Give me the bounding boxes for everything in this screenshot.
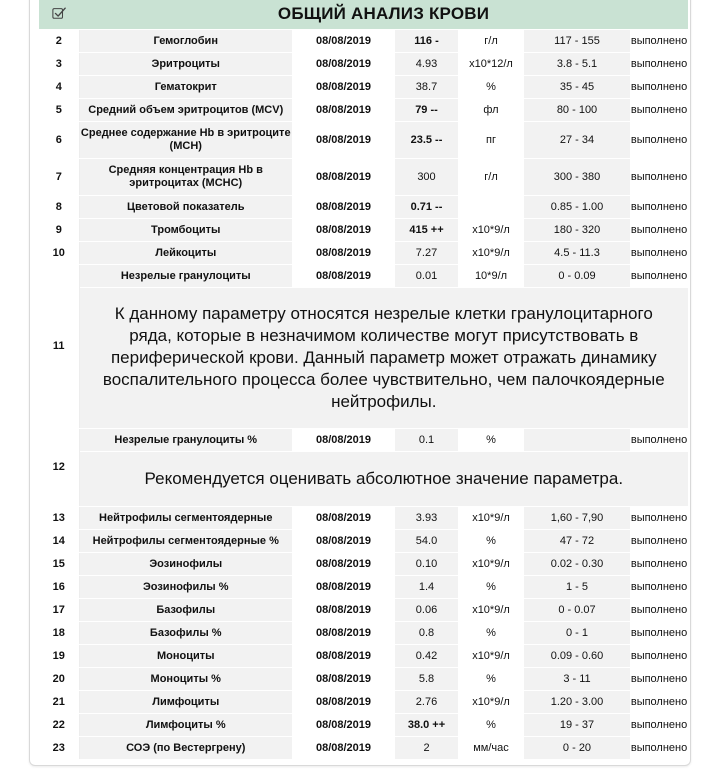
reference-range: 0.85 - 1.00 bbox=[524, 196, 630, 219]
row-number: 3 bbox=[39, 53, 79, 76]
test-date: 08/08/2019 bbox=[292, 553, 395, 576]
test-name: СОЭ (по Вестергрену) bbox=[79, 737, 292, 760]
test-unit: мм/час bbox=[458, 737, 524, 760]
test-unit: г/л bbox=[458, 30, 524, 53]
reference-range: 0 - 0.09 bbox=[524, 265, 630, 288]
status-text: выполнено bbox=[630, 599, 688, 622]
test-date: 08/08/2019 bbox=[292, 622, 395, 645]
test-name: Моноциты bbox=[79, 645, 292, 668]
test-unit: х10*9/л bbox=[458, 553, 524, 576]
status-text: выполнено bbox=[630, 159, 688, 196]
table-row bbox=[39, 507, 688, 530]
reference-range: 0 - 1 bbox=[524, 622, 630, 645]
test-name: Средний объем эритроцитов (MCV) bbox=[79, 99, 292, 122]
test-unit: фл bbox=[458, 99, 524, 122]
test-unit: х10*12/л bbox=[458, 53, 524, 76]
reference-range bbox=[524, 429, 630, 452]
reference-range: 1,60 - 7,90 bbox=[524, 507, 630, 530]
status-text: выполнено bbox=[630, 622, 688, 645]
status-text: выполнено bbox=[630, 30, 688, 53]
reference-range: 3.8 - 5.1 bbox=[524, 53, 630, 76]
test-unit: пг bbox=[458, 122, 524, 159]
row-number: 8 bbox=[39, 196, 79, 219]
table-row bbox=[39, 99, 688, 122]
table-row bbox=[39, 691, 688, 714]
test-unit: х10*9/л bbox=[458, 599, 524, 622]
test-value: 7.27 bbox=[395, 242, 458, 265]
test-value: 0.42 bbox=[395, 645, 458, 668]
row-number: 15 bbox=[39, 553, 79, 576]
test-name: Эритроциты bbox=[79, 53, 292, 76]
test-name: Среднее содержание Hb в эритроците (MCH) bbox=[79, 122, 292, 159]
table-row bbox=[39, 553, 688, 576]
test-name: Базофилы % bbox=[79, 622, 292, 645]
row-number: 9 bbox=[39, 219, 79, 242]
table-row bbox=[39, 53, 688, 76]
test-value: 116 - bbox=[395, 30, 458, 53]
reference-range: 1.20 - 3.00 bbox=[524, 691, 630, 714]
test-name: Эозинофилы bbox=[79, 553, 292, 576]
table-row bbox=[39, 196, 688, 219]
test-date: 08/08/2019 bbox=[292, 242, 395, 265]
row-number: 6 bbox=[39, 122, 79, 159]
row-number: 10 bbox=[39, 242, 79, 265]
parameter-note: К данному параметру относятся незрелые клетки гранулоцитарного ряда, которые в незначимом количестве могут присутствовать в периферической крови. Данный параметр может отражать динамику воспалительного процесса более чувствительно, чем палочкоядерные нейтрофилы. bbox=[79, 288, 688, 429]
reference-range: 19 - 37 bbox=[524, 714, 630, 737]
test-name: Лимфоциты bbox=[79, 691, 292, 714]
test-name: Незрелые гранулоциты % bbox=[79, 429, 292, 452]
test-date: 08/08/2019 bbox=[292, 530, 395, 553]
table-row bbox=[39, 599, 688, 622]
test-date: 08/08/2019 bbox=[292, 599, 395, 622]
test-date: 08/08/2019 bbox=[292, 507, 395, 530]
test-value: 0.71 -- bbox=[395, 196, 458, 219]
reference-range: 0.09 - 0.60 bbox=[524, 645, 630, 668]
table-row bbox=[39, 219, 688, 242]
select-all-checkbox[interactable] bbox=[39, 0, 79, 30]
status-text: выполнено bbox=[630, 219, 688, 242]
table-row bbox=[39, 576, 688, 599]
test-name: Средняя концентрация Hb в эритроцитах (MCHC) bbox=[79, 159, 292, 196]
table-row bbox=[39, 737, 688, 760]
test-date: 08/08/2019 bbox=[292, 576, 395, 599]
reference-range: 0 - 0.07 bbox=[524, 599, 630, 622]
status-text: выполнено bbox=[630, 265, 688, 288]
test-date: 08/08/2019 bbox=[292, 737, 395, 760]
status-text: выполнено bbox=[630, 76, 688, 99]
table-row bbox=[39, 30, 688, 53]
status-text: выполнено bbox=[630, 99, 688, 122]
test-value: 300 bbox=[395, 159, 458, 196]
table-row bbox=[39, 159, 688, 196]
test-value: 0.06 bbox=[395, 599, 458, 622]
reference-range: 4.5 - 11.3 bbox=[524, 242, 630, 265]
reference-range: 0.02 - 0.30 bbox=[524, 553, 630, 576]
test-value: 3.93 bbox=[395, 507, 458, 530]
table-row bbox=[39, 530, 688, 553]
reference-range: 35 - 45 bbox=[524, 76, 630, 99]
reference-range: 117 - 155 bbox=[524, 30, 630, 53]
test-name: Тромбоциты bbox=[79, 219, 292, 242]
test-unit: х10*9/л bbox=[458, 507, 524, 530]
row-number: 17 bbox=[39, 599, 79, 622]
table-row bbox=[39, 265, 688, 288]
test-unit: % bbox=[458, 429, 524, 452]
test-unit: х10*9/л bbox=[458, 242, 524, 265]
row-number: 12 bbox=[39, 429, 79, 507]
test-unit: х10*9/л bbox=[458, 691, 524, 714]
test-value: 38.0 ++ bbox=[395, 714, 458, 737]
test-name: Нейтрофилы сегментоядерные bbox=[79, 507, 292, 530]
table-row bbox=[39, 622, 688, 645]
test-value: 0.8 bbox=[395, 622, 458, 645]
test-name: Цветовой показатель bbox=[79, 196, 292, 219]
test-value: 0.01 bbox=[395, 265, 458, 288]
test-unit: 10*9/л bbox=[458, 265, 524, 288]
test-value: 415 ++ bbox=[395, 219, 458, 242]
test-unit: % bbox=[458, 622, 524, 645]
table-row bbox=[39, 76, 688, 99]
test-date: 08/08/2019 bbox=[292, 159, 395, 196]
reference-range: 1 - 5 bbox=[524, 576, 630, 599]
status-text: выполнено bbox=[630, 645, 688, 668]
row-number: 4 bbox=[39, 76, 79, 99]
test-unit: % bbox=[458, 530, 524, 553]
row-number: 22 bbox=[39, 714, 79, 737]
reference-range: 0 - 20 bbox=[524, 737, 630, 760]
note-row bbox=[39, 452, 688, 507]
test-date: 08/08/2019 bbox=[292, 429, 395, 452]
table-row bbox=[39, 645, 688, 668]
test-value: 38.7 bbox=[395, 76, 458, 99]
status-text: выполнено bbox=[630, 53, 688, 76]
status-text: выполнено bbox=[630, 737, 688, 760]
reference-range: 27 - 34 bbox=[524, 122, 630, 159]
test-date: 08/08/2019 bbox=[292, 668, 395, 691]
test-date: 08/08/2019 bbox=[292, 691, 395, 714]
test-unit: % bbox=[458, 714, 524, 737]
test-name: Базофилы bbox=[79, 599, 292, 622]
status-text: выполнено bbox=[630, 429, 688, 452]
test-date: 08/08/2019 bbox=[292, 53, 395, 76]
status-text: выполнено bbox=[630, 576, 688, 599]
test-name: Гематокрит bbox=[79, 76, 292, 99]
test-unit: % bbox=[458, 576, 524, 599]
checkmark-icon bbox=[52, 6, 66, 20]
test-name: Лимфоциты % bbox=[79, 714, 292, 737]
test-name: Лейкоциты bbox=[79, 242, 292, 265]
row-number: 11 bbox=[39, 265, 79, 429]
row-number: 5 bbox=[39, 99, 79, 122]
test-value: 1.4 bbox=[395, 576, 458, 599]
note-row bbox=[39, 288, 688, 429]
row-number: 20 bbox=[39, 668, 79, 691]
row-number: 16 bbox=[39, 576, 79, 599]
test-unit: % bbox=[458, 668, 524, 691]
test-value: 79 -- bbox=[395, 99, 458, 122]
test-date: 08/08/2019 bbox=[292, 122, 395, 159]
test-name: Гемоглобин bbox=[79, 30, 292, 53]
test-unit: х10*9/л bbox=[458, 219, 524, 242]
test-name: Незрелые гранулоциты bbox=[79, 265, 292, 288]
test-name: Эозинофилы % bbox=[79, 576, 292, 599]
row-number: 19 bbox=[39, 645, 79, 668]
test-date: 08/08/2019 bbox=[292, 645, 395, 668]
test-unit: г/л bbox=[458, 159, 524, 196]
parameter-note: Рекомендуется оценивать абсолютное значение параметра. bbox=[79, 452, 688, 507]
row-number: 13 bbox=[39, 507, 79, 530]
reference-range: 3 - 11 bbox=[524, 668, 630, 691]
reference-range: 300 - 380 bbox=[524, 159, 630, 196]
test-value: 0.10 bbox=[395, 553, 458, 576]
test-value: 54.0 bbox=[395, 530, 458, 553]
table-row bbox=[39, 714, 688, 737]
status-text: выполнено bbox=[630, 507, 688, 530]
reference-range: 180 - 320 bbox=[524, 219, 630, 242]
test-date: 08/08/2019 bbox=[292, 219, 395, 242]
test-name: Моноциты % bbox=[79, 668, 292, 691]
status-text: выполнено bbox=[630, 530, 688, 553]
results-table bbox=[39, 0, 688, 760]
test-date: 08/08/2019 bbox=[292, 265, 395, 288]
test-value: 4.93 bbox=[395, 53, 458, 76]
test-unit bbox=[458, 196, 524, 219]
reference-range: 80 - 100 bbox=[524, 99, 630, 122]
row-number: 7 bbox=[39, 159, 79, 196]
table-row bbox=[39, 668, 688, 691]
test-date: 08/08/2019 bbox=[292, 714, 395, 737]
test-date: 08/08/2019 bbox=[292, 30, 395, 53]
panel-title: ОБЩИЙ АНАЛИЗ КРОВИ bbox=[277, 3, 490, 23]
reference-range: 47 - 72 bbox=[524, 530, 630, 553]
row-number: 23 bbox=[39, 737, 79, 760]
status-text: выполнено bbox=[630, 691, 688, 714]
status-text: выполнено bbox=[630, 714, 688, 737]
test-date: 08/08/2019 bbox=[292, 196, 395, 219]
table-row bbox=[39, 242, 688, 265]
table-row bbox=[39, 429, 688, 452]
status-text: выполнено bbox=[630, 196, 688, 219]
status-text: выполнено bbox=[630, 122, 688, 159]
test-unit: % bbox=[458, 76, 524, 99]
row-number: 2 bbox=[39, 30, 79, 53]
test-value: 2.76 bbox=[395, 691, 458, 714]
test-value: 2 bbox=[395, 737, 458, 760]
test-name: Нейтрофилы сегментоядерные % bbox=[79, 530, 292, 553]
row-number: 21 bbox=[39, 691, 79, 714]
status-text: выполнено bbox=[630, 668, 688, 691]
test-value: 5.8 bbox=[395, 668, 458, 691]
status-text: выполнено bbox=[630, 553, 688, 576]
table-row bbox=[39, 122, 688, 159]
status-text: выполнено bbox=[630, 242, 688, 265]
row-number: 14 bbox=[39, 530, 79, 553]
row-number: 18 bbox=[39, 622, 79, 645]
test-value: 0.1 bbox=[395, 429, 458, 452]
test-date: 08/08/2019 bbox=[292, 76, 395, 99]
test-unit: х10*9/л bbox=[458, 645, 524, 668]
table-header bbox=[39, 0, 688, 30]
test-value: 23.5 -- bbox=[395, 122, 458, 159]
test-date: 08/08/2019 bbox=[292, 99, 395, 122]
